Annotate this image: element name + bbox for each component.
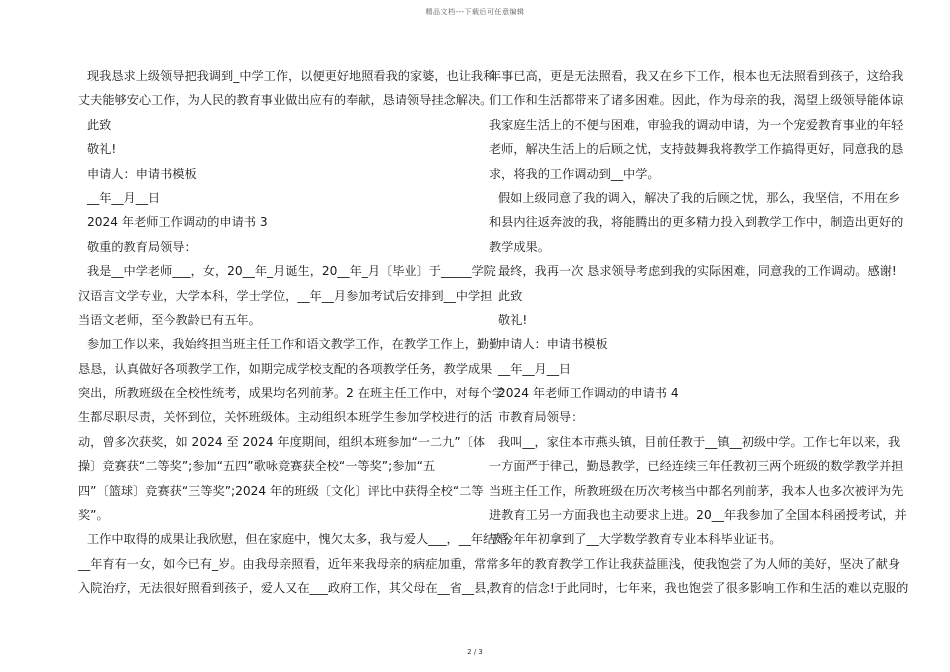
text-line: 求，将我的工作调动到__中学。 <box>489 166 660 181</box>
text-line: __年育有一女，如今已有_岁。由我母亲照看，近年来我母亲的病症加重，常常 <box>78 556 499 571</box>
text-line: 此致 <box>87 117 112 132</box>
text-line: 敬礼! <box>87 142 117 157</box>
text-line: 年事已高，更是无法照看，我又在乡下工作，根本也无法照看到孩子，这给我 <box>489 69 904 83</box>
text-line: 最终，我再一次 恳求领导考虑到我的实际困难，同意我的工作调动。感谢! <box>498 264 897 279</box>
text-line: 动，曾多次获奖，如 2024 至 2024 年度期间，组织本班参加“一二九”〔体 <box>78 434 486 449</box>
page-number: 2 / 3 <box>467 648 483 656</box>
text-line: 进教育工另一方面我也主动要求上进。20__年我参加了全国本科函授考试，并 <box>489 508 907 523</box>
text-line: 突出，所教班级在全校性统考，成果均名列前茅。2 在班主任工作中，对每个学 <box>78 386 505 401</box>
left-column <box>78 64 520 601</box>
text-line: 申请人：申请书模板 <box>87 166 197 181</box>
text-line: 当班主任工作，所教班级在历次考核当中都名列前茅，我本人也多次被评为先 <box>489 483 904 498</box>
text-line: 一方面严于律己，勤恳教学，已经连续三年任教初三两个班级的数学教学并担 <box>489 459 904 474</box>
text-line: 教学成果。 <box>489 239 550 254</box>
text-line: 四”〔篮球〕竞赛获“三等奖”;2024 年的班级〔文化〕评比中获得全校“二等 <box>78 483 484 498</box>
text-line: 教育的信念!于此同时，七年来，我也饱尝了很多影响工作和生活的难以克服的 <box>489 581 909 596</box>
text-line: 我叫__，家住本市燕头镇，目前任教于__镇__初级中学。工作七年以来，我 <box>498 434 901 449</box>
text-line: 入院治疗，无法很好照看到孩子，爱人又在___政府工作，其父母在__省__县， <box>78 581 499 596</box>
text-line: 当语文老师，至今教龄已有五年。 <box>78 312 261 327</box>
text-line: 工作中取得的成果让我欣慰，但在家庭中，愧欠太多，我与爱人___，__年结婚。 <box>87 532 520 547</box>
text-line: 2024 年老师工作调动的申请书 4 <box>498 386 679 401</box>
text-line: 敬礼! <box>498 312 528 327</box>
text-line: 多年的教育教学工作让我获益匪浅，使我饱尝了为人师的美好，坚决了献身 <box>498 556 901 571</box>
text-line: 于今年年初拿到了__大学数学教育专业本科毕业证书。 <box>489 532 782 547</box>
text-line: 假如上级同意了我的调入，解决了我的后顾之忧，那么，我坚信，不用在乡 <box>498 190 901 205</box>
text-line: __年__月__日 <box>87 190 161 205</box>
page-header: 精品文档---下载后可任意编辑 <box>425 8 525 16</box>
text-line: 恳恳，认真做好各项教学工作，如期完成学校支配的各项教学任务，教学成果 <box>78 361 493 376</box>
text-line: 奖”。 <box>78 508 109 523</box>
text-line: 申请人：申请书模板 <box>498 337 608 352</box>
text-line: 我家庭生活上的不便与困难，审验我的调动申请，为一个宠爱教育事业的年轻 <box>489 117 904 132</box>
text-line: __年__月__日 <box>498 361 572 376</box>
text-line: 2024 年老师工作调动的申请书 3 <box>87 215 268 230</box>
text-line: 们工作和生活都带来了诸多困难。因此，作为母亲的我，渴望上级领导能体谅 <box>489 93 904 108</box>
text-line: 操〕竞赛获“二等奖”;参加“五四”歌咏竞赛获全校“一等奖”;参加“五 <box>78 459 436 474</box>
text-line: 敬重的教育局领导： <box>87 239 197 254</box>
text-line: 丈夫能够安心工作，为人民的教育事业做出应有的奉献，恳请领导挂念解决。 <box>78 93 493 108</box>
text-line: 老师，解决生活上的后顾之忧，支持鼓舞我将教学工作搞得更好，同意我的恳 <box>489 142 904 157</box>
text-line: 参加工作以来，我始终担当班主任工作和语文教学工作，在教学工作上，勤勤 <box>87 337 502 352</box>
text-line: 市教育局领导： <box>498 410 584 425</box>
text-line: 我是__中学老师___，女，20__年_月诞生，20__年_月〔毕业〕于_____学院 <box>87 264 496 279</box>
right-column <box>489 64 909 601</box>
text-line: 汉语言文学专业，大学本科，学士学位，__年__月参加考试后安排到__中学担 <box>78 288 493 303</box>
text-line: 此致 <box>498 288 523 303</box>
text-line: 生都尽职尽责，关怀到位，关怀班级体。主动组织本班学生参加学校进行的活 <box>78 410 493 425</box>
text-line: 和县内往返奔波的我，将能腾出的更多精力投入到教学工作中，制造出更好的 <box>489 215 904 230</box>
text-line: 现我恳求上级领导把我调到_中学工作，以便更好地照看我的家婆，也让我和 <box>87 69 496 83</box>
